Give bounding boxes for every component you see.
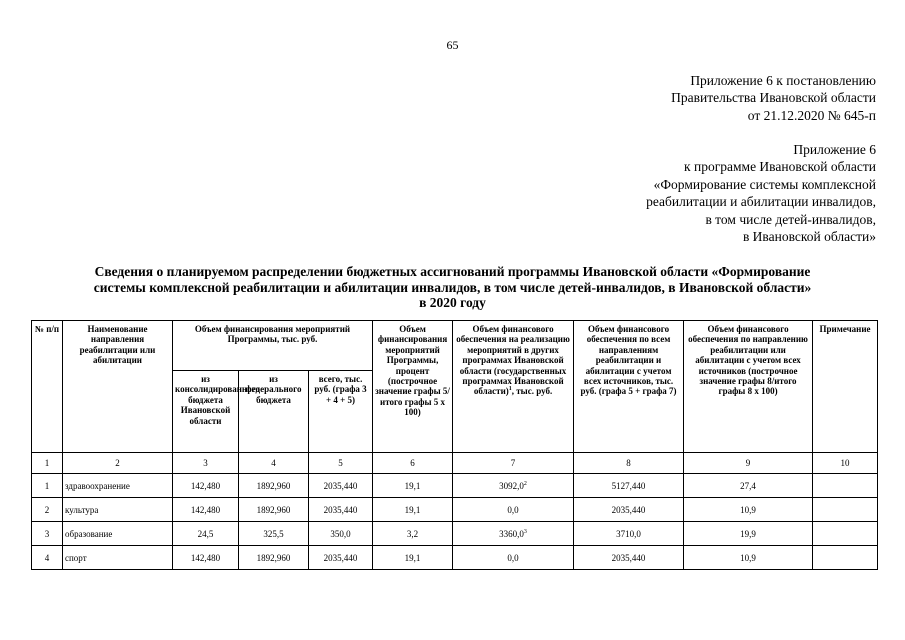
row-other bbox=[453, 546, 574, 570]
row-percent: 19,1 bbox=[373, 474, 453, 498]
row-num: 4 bbox=[32, 546, 63, 570]
row-percent: 19,1 bbox=[373, 546, 453, 570]
row-note bbox=[813, 474, 878, 498]
document-title-line: системы комплексной реабилитации и абилитации инвалидов, в том числе детей-инвалидов, в Ивановской области» bbox=[93, 279, 812, 295]
footnote-mark: 1 bbox=[508, 386, 512, 393]
appendix-decree-line: от 21.12.2020 № 645-п bbox=[747, 107, 876, 123]
column-number: 4 bbox=[239, 453, 309, 474]
row-total: 2035,440 bbox=[309, 498, 373, 522]
column-number: 6 bbox=[373, 453, 453, 474]
row-note bbox=[813, 522, 878, 546]
document-title bbox=[0, 264, 905, 311]
header-financing-group: Объем финансирования мероприятий Программы, тыс. руб. bbox=[173, 321, 373, 371]
appendix-program-line: к программе Ивановской области bbox=[684, 159, 876, 175]
row-note bbox=[813, 546, 878, 570]
row-num: 1 bbox=[32, 474, 63, 498]
row-percent: 3,2 bbox=[373, 522, 453, 546]
appendix-program-line: в том числе детей-инвалидов, bbox=[705, 211, 876, 227]
footnote-mark: 3 bbox=[523, 528, 527, 535]
row-other bbox=[453, 522, 574, 546]
column-number: 7 bbox=[453, 453, 574, 474]
row-federal: 325,5 bbox=[239, 522, 309, 546]
table-row bbox=[32, 498, 878, 522]
appendix-program-line: реабилитации и абилитации инвалидов, bbox=[646, 194, 876, 210]
document-title-line: в 2020 году bbox=[419, 295, 486, 311]
row-consolidated: 24,5 bbox=[173, 522, 239, 546]
appendix-program-line: Приложение 6 bbox=[793, 142, 876, 157]
appendix-program bbox=[646, 141, 876, 245]
header-program-percent: Объем финансирования мероприятий Программы, процент (построчное значение графы 5/итого графы 5 х 100) bbox=[373, 321, 453, 453]
appendix-decree-line: Правительства Ивановской области bbox=[671, 90, 876, 106]
row-all-percent: 10,9 bbox=[684, 498, 813, 522]
row-total: 2035,440 bbox=[309, 474, 373, 498]
header-row bbox=[32, 321, 878, 371]
column-number: 9 bbox=[684, 453, 813, 474]
row-other-value: 3092,0 bbox=[499, 480, 524, 491]
row-other bbox=[453, 498, 574, 522]
row-federal: 1892,960 bbox=[239, 546, 309, 570]
column-number: 3 bbox=[173, 453, 239, 474]
column-number: 10 bbox=[813, 453, 878, 474]
appendix-decree-line: Приложение 6 к постановлению bbox=[690, 73, 876, 88]
row-direction: образование bbox=[63, 522, 173, 546]
budget-table bbox=[31, 320, 878, 570]
page-number: 65 bbox=[446, 38, 459, 52]
header-total: всего, тыс. руб. (графа 3 + 4 + 5) bbox=[309, 371, 373, 453]
header-other-programs bbox=[453, 321, 574, 453]
column-number: 5 bbox=[309, 453, 373, 474]
row-all: 2035,440 bbox=[574, 546, 684, 570]
row-all: 3710,0 bbox=[574, 522, 684, 546]
row-consolidated: 142,480 bbox=[173, 498, 239, 522]
header-other-programs-unit: , тыс. руб. bbox=[511, 386, 553, 397]
header-all-directions-percent: Объем финансового обеспечения по направлению реабилитации или абилитации с учетом всех источников (построчное значение графы 8/итого графы 8 х 100) bbox=[684, 321, 813, 453]
header-federal: из федерального бюджета bbox=[239, 371, 309, 453]
row-other bbox=[453, 474, 574, 498]
row-direction: спорт bbox=[63, 546, 173, 570]
row-all: 5127,440 bbox=[574, 474, 684, 498]
row-consolidated: 142,480 bbox=[173, 474, 239, 498]
table-row bbox=[32, 546, 878, 570]
table-row bbox=[32, 474, 878, 498]
row-consolidated: 142,480 bbox=[173, 546, 239, 570]
row-total: 350,0 bbox=[309, 522, 373, 546]
appendix-program-line: в Ивановской области» bbox=[742, 229, 876, 245]
header-all-directions: Объем финансового обеспечения по всем направлениям реабилитации и абилитации с учетом всех источников, тыс. руб. (графа 5 + графа 7) bbox=[574, 321, 684, 453]
row-direction: культура bbox=[63, 498, 173, 522]
header-num: № п/п bbox=[32, 321, 63, 453]
row-other-value: 0,0 bbox=[507, 552, 519, 563]
header-consolidated: из консолидированного бюджета Ивановской области bbox=[173, 371, 239, 453]
row-other-value: 0,0 bbox=[507, 504, 519, 515]
column-number: 1 bbox=[32, 453, 63, 474]
row-percent: 19,1 bbox=[373, 498, 453, 522]
row-all: 2035,440 bbox=[574, 498, 684, 522]
row-federal: 1892,960 bbox=[239, 474, 309, 498]
appendix-program-line: «Формирование системы комплексной bbox=[653, 176, 876, 192]
table-row bbox=[32, 522, 878, 546]
header-direction: Наименование направления реабилитации или абилитации bbox=[63, 321, 173, 453]
row-note bbox=[813, 498, 878, 522]
row-direction: здравоохранение bbox=[63, 474, 173, 498]
row-total: 2035,440 bbox=[309, 546, 373, 570]
row-all-percent: 19,9 bbox=[684, 522, 813, 546]
row-num: 2 bbox=[32, 498, 63, 522]
header-other-programs-text: Объем финансового обеспечения на реализацию мероприятий в других программах Ивановской области (государственных программах Ивановской области) bbox=[456, 324, 570, 397]
row-all-percent: 10,9 bbox=[684, 546, 813, 570]
row-other-value: 3360,0 bbox=[499, 528, 524, 539]
document-title-line: Сведения о планируемом распределении бюджетных ассигнований программы Ивановской области «Формирование bbox=[94, 264, 811, 279]
header-note: Примечание bbox=[813, 321, 878, 453]
column-number: 8 bbox=[574, 453, 684, 474]
column-number-row bbox=[32, 453, 878, 474]
row-all-percent: 27,4 bbox=[684, 474, 813, 498]
row-federal: 1892,960 bbox=[239, 498, 309, 522]
appendix-decree bbox=[671, 72, 876, 124]
footnote-mark: 2 bbox=[523, 480, 527, 487]
column-number: 2 bbox=[63, 453, 173, 474]
row-num: 3 bbox=[32, 522, 63, 546]
